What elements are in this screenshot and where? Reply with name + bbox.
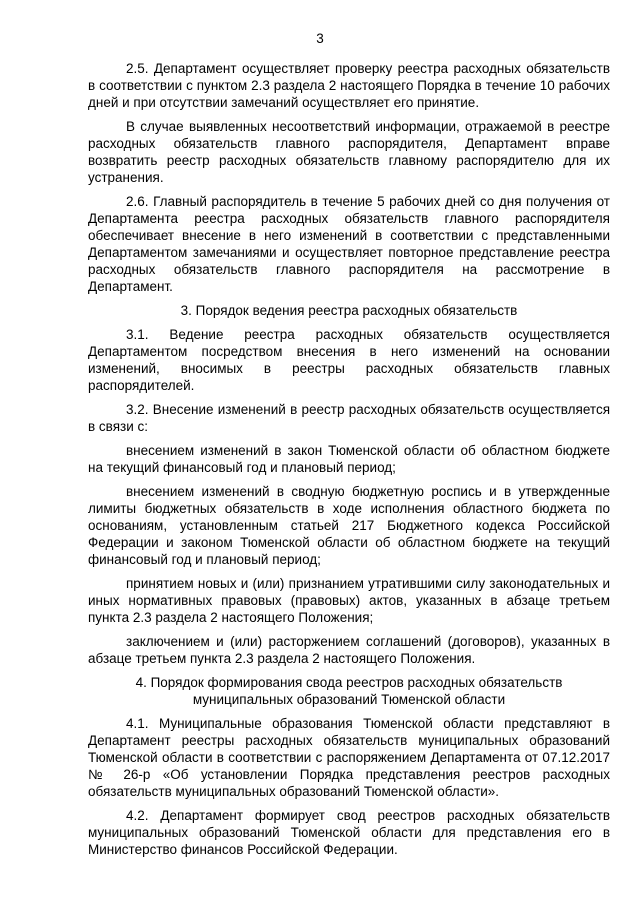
list-item-agreements: заключением и (или) расторжением соглашений (договоров), указанных в абзаце третьем пункта 2.3 раздела 2 настоящего Положения.	[88, 634, 610, 666]
list-item-new-acts: принятием новых и (или) признанием утратившими силу законодательных и иных нормативных правовых (правовых) актов, указанных в абзаце третьем пункта 2.3 раздела 2 настоящего Положения;	[88, 576, 610, 625]
paragraph-2-5: 2.5. Департамент осуществляет проверку реестра расходных обязательств в соответствии с пунктом 2.3 раздела 2 настоящего Порядка в течение 10 рабочих дней и при отсутствии замечаний осуществляет его принятие.	[88, 61, 610, 110]
document-body	[88, 60, 610, 865]
paragraph-4-2: 4.2. Департамент формирует свод реестров расходных обязательств муниципальных образований Тюменской области для представления его в Министерство финансов Российской Федерации.	[88, 808, 610, 857]
list-item-budget-roll-amendment: внесением изменений в сводную бюджетную роспись и в утвержденные лимиты бюджетных обязательств в ходе исполнения областного бюджета по основаниям, установленным статьей 217 Бюджетного кодекса Российской Федерации и законом Тюменской области об областном бюджете на текущий финансовый год и плановый период;	[88, 484, 610, 567]
paragraph-4-1: 4.1. Муниципальные образования Тюменской области представляют в Департамент реестры расходных обязательств муниципальных образований Тюменской области в соответствии с распоряжением Департамента от 07.12.2017 № 26-р «Об установлении Порядка представления реестров расходных обязательств муниципальных образований Тюменской области».	[88, 716, 610, 799]
page-number: 3	[316, 31, 324, 46]
section-heading-4: 4. Порядок формирования свода реестров расходных обязательств муниципальных образований Тюменской области	[135, 675, 563, 707]
paragraph-2-6: 2.6. Главный распорядитель в течение 5 рабочих дней со дня получения от Департамента реестра расходных обязательств главного распорядителя обеспечивает внесение в него изменений в соответствии с представленными Департаментом замечаниями и осуществляет повторное представление реестра расходных обязательств главного распорядителя на рассмотрение в Департамент.	[88, 194, 610, 294]
list-item-law-amendment: внесением изменений в закон Тюменской области об областном бюджете на текущий финансовый год и плановый период;	[88, 443, 610, 475]
section-heading-3: 3. Порядок ведения реестра расходных обязательств	[180, 303, 518, 318]
paragraph-3-2: 3.2. Внесение изменений в реестр расходных обязательств осуществляется в связи с:	[88, 402, 610, 434]
paragraph-2-5-note: В случае выявленных несоответствий информации, отражаемой в реестре расходных обязательств главного распорядителя, Департамент вправе возвратить реестр расходных обязательств главному распорядителю для их устранения.	[88, 119, 610, 185]
paragraph-3-1: 3.1. Ведение реестра расходных обязательств осуществляется Департаментом посредством внесения в него изменений на основании изменений, вносимых в реестры расходных обязательств главных распорядителей.	[88, 327, 610, 393]
